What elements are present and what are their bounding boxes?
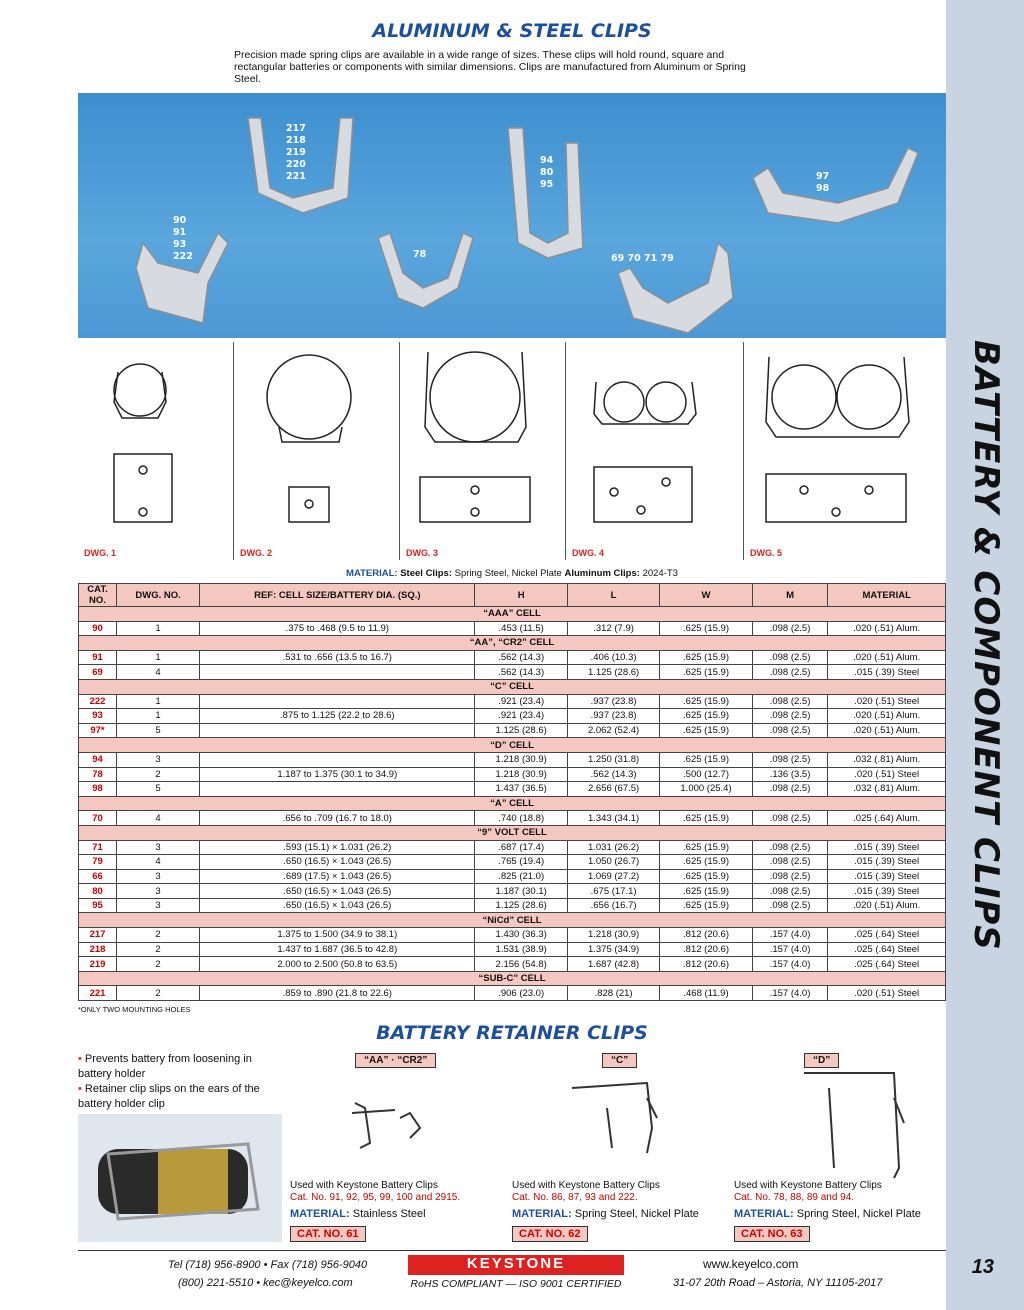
table-header [79,584,946,607]
table-row: 221 2 .859 to .890 (21.8 to 22.6) .906 (23.0) .828 (21) .468 (11.9) .157 (4.0) .020 (.51) Steel [79,986,946,1001]
table-row: 93 1 .875 to 1.125 (22.2 to 28.6) .921 (23.4) .937 (23.8) .625 (15.9) .098 (2.5) .020 (.51) Alum. [79,709,946,724]
keystone-logo: KEYSTONE [408,1255,624,1275]
bullet: • Retainer clip slips on the ears of the battery holder clip [78,1082,278,1112]
badge: “D” [804,1053,839,1068]
retainer-photo [78,1114,282,1242]
group-row: “A” CELL [79,796,946,811]
col-header: REF: CELL SIZE/BATTERY DIA. (SQ.) [200,584,475,607]
side-title: BATTERY & COMPONENT CLIPS [966,340,1006,951]
group-row: “AAA” CELL [79,607,946,622]
group-row: “AA”, “CR2” CELL [79,636,946,651]
group-row: “NiCd” CELL [79,913,946,928]
table-row: 70 4 .656 to .709 (16.7 to 18.0) .740 (18.8) 1.343 (34.1) .625 (15.9) .098 (2.5) .025 (.64) Alum. [79,811,946,826]
table-row: 66 3 .689 (17.5) × 1.043 (26.5) .825 (21.0) 1.069 (27.2) .625 (15.9) .098 (2.5) .015 (.39) Steel [79,869,946,884]
label-78: 78 [413,249,427,260]
intro-text: Precision made spring clips are available in a wide range of sizes. These clips will hold round, square and rectangular batteries or components with similar dimensions. Clips are manufactured from Aluminum or Spring Steel. [234,49,746,85]
table-body [79,607,946,1001]
drawing-3 [400,342,566,560]
group-row: “SUB-C” CELL [79,971,946,986]
cat-no-63: CAT. NO. 63 [734,1226,810,1242]
rohs: RoHS COMPLIANT — ISO 9001 CERTIFIED [410,1278,622,1290]
table-row: 98 5 1.437 (36.5) 2.656 (67.5) 1.000 (25.4) .098 (2.5) .032 (.81) Alum. [79,782,946,797]
dimension-drawings [78,342,946,560]
cat-no-61: CAT. NO. 61 [290,1226,366,1242]
table-row: 69 4 .562 (14.3) 1.125 (28.6) .625 (15.9) .098 (2.5) .015 (.39) Steel [79,665,946,680]
col-header: L [567,584,659,607]
clips-photo [78,93,946,338]
table-row: 71 3 .593 (15.1) × 1.031 (26.2) .687 (17.4) 1.031 (26.2) .625 (15.9) .098 (2.5) .015 (.39) Steel [79,840,946,855]
drawing-2 [234,342,400,560]
table-row: 91 1 .531 to .656 (13.5 to 16.7) .562 (14.3) .406 (10.3) .625 (15.9) .098 (2.5) .020 (.51) Alum. [79,650,946,665]
label-94: 94 80 95 [540,155,554,190]
col-header: DWG. NO. [117,584,200,607]
footer [78,1250,946,1300]
drawing-3-label: DWG. 3 [406,548,439,558]
footer-addr: 31-07 20th Road – Astoria, NY 11105-2017 [673,1277,883,1289]
spec-table [78,583,946,1001]
badge: “AA” · “CR2” [355,1053,436,1068]
material-line: MATERIAL: Steel Clips: Spring Steel, Nickel Plate Aluminum Clips: 2024-T3 [346,568,678,579]
table-row: 217 2 1.375 to 1.500 (34.9 to 38.1) 1.430 (36.3) 1.218 (30.9) .812 (20.6) .157 (4.0) .025 (.64) Steel [79,928,946,943]
label-69: 69 70 71 79 [611,253,674,264]
retainer-62: “C” Used with Keystone Battery Clips Cat. No. 86, 87, 93 and 222. MATERIAL: Spring Steel, Nickel Plate CAT. NO. 62 [512,1055,699,1240]
table-row: 97* 5 1.125 (28.6) 2.062 (52.4) .625 (15.9) .098 (2.5) .020 (.51) Alum. [79,723,946,738]
col-header: CAT. NO. [79,584,117,607]
table-row: 94 3 1.218 (30.9) 1.250 (31.8) .625 (15.9) .098 (2.5) .032 (.81) Alum. [79,752,946,767]
drawing-4-label: DWG. 4 [572,548,605,558]
footer-tel: Tel (718) 956-8900 • Fax (718) 956-9040 [168,1259,368,1271]
table-row: 222 1 .921 (23.4) .937 (23.8) .625 (15.9) .098 (2.5) .020 (.51) Steel [79,694,946,709]
drawing-5-label: DWG. 5 [750,548,783,558]
group-row: “C” CELL [79,679,946,694]
table-row: 90 1 .375 to .468 (9.5 to 11.9) .453 (11.5) .312 (7.9) .625 (15.9) .098 (2.5) .020 (.51) Alum. [79,621,946,636]
group-row: “9” VOLT CELL [79,825,946,840]
clip-94 [508,128,583,258]
table-row: 80 3 .650 (16.5) × 1.043 (26.5) 1.187 (30.1) .675 (17.1) .625 (15.9) .098 (2.5) .015 (.39) Steel [79,884,946,899]
drawing-1 [78,342,234,560]
footnote: *ONLY TWO MOUNTING HOLES [78,1005,191,1014]
clip-78 [378,233,473,308]
label-97: 97 98 [816,171,830,194]
drawing-5 [744,342,946,560]
table-row: 78 2 1.187 to 1.375 (30.1 to 34.9) 1.218 (30.9) .562 (14.3) .500 (12.7) .136 (3.5) .020 (.51) Steel [79,767,946,782]
drawing-2-label: DWG. 2 [240,548,273,558]
drawing-1-label: DWG. 1 [84,548,117,558]
label-217: 217 218 219 220 221 [286,123,306,182]
retainer-61: “AA” · “CR2” Used with Keystone Battery Clips Cat. No. 91, 92, 95, 99, 100 and 2915. MATERIAL: Stainless Steel CAT. NO. 61 [290,1055,461,1240]
col-header: W [660,584,752,607]
col-header: M [752,584,828,607]
retainer-title: BATTERY RETAINER CLIPS [376,1022,648,1044]
page-number: 13 [971,1256,994,1278]
table-row: 79 4 .650 (16.5) × 1.043 (26.5) .765 (19.4) 1.050 (26.7) .625 (15.9) .098 (2.5) .015 (.39) Steel [79,855,946,870]
col-header: MATERIAL [828,584,946,607]
footer-web[interactable]: www.keyelco.com [703,1257,799,1271]
cat-no-62: CAT. NO. 62 [512,1226,588,1242]
badge: “C” [602,1053,637,1068]
clip-97 [753,148,918,223]
table-row: 219 2 2.000 to 2.500 (50.8 to 63.5) 2.156 (54.8) 1.687 (42.8) .812 (20.6) .157 (4.0) .025 (.64) Steel [79,957,946,972]
retainer-63: “D” Used with Keystone Battery Clips Cat. No. 78, 88, 89 and 94. MATERIAL: Spring Steel, Nickel Plate CAT. NO. 63 [734,1055,921,1240]
clips-illustration [78,93,946,338]
retainer-bullets [78,1052,278,1112]
bullet: • Prevents battery from loosening in battery holder [78,1052,278,1082]
col-header: H [475,584,567,607]
label-90: 90 91 93 222 [173,215,193,262]
table-row: 218 2 1.437 to 1.687 (36.5 to 42.8) 1.531 (38.9) 1.375 (34.9) .812 (20.6) .157 (4.0) .025 (.64) Steel [79,942,946,957]
footer-tel2[interactable]: (800) 221-5510 • kec@keyelco.com [178,1277,353,1289]
table-row: 95 3 .650 (16.5) × 1.043 (26.5) 1.125 (28.6) .656 (16.7) .625 (15.9) .098 (2.5) .020 (.51) Alum. [79,898,946,913]
page-title: ALUMINUM & STEEL CLIPS [372,20,652,42]
group-row: “D” CELL [79,738,946,753]
drawing-4 [566,342,744,560]
